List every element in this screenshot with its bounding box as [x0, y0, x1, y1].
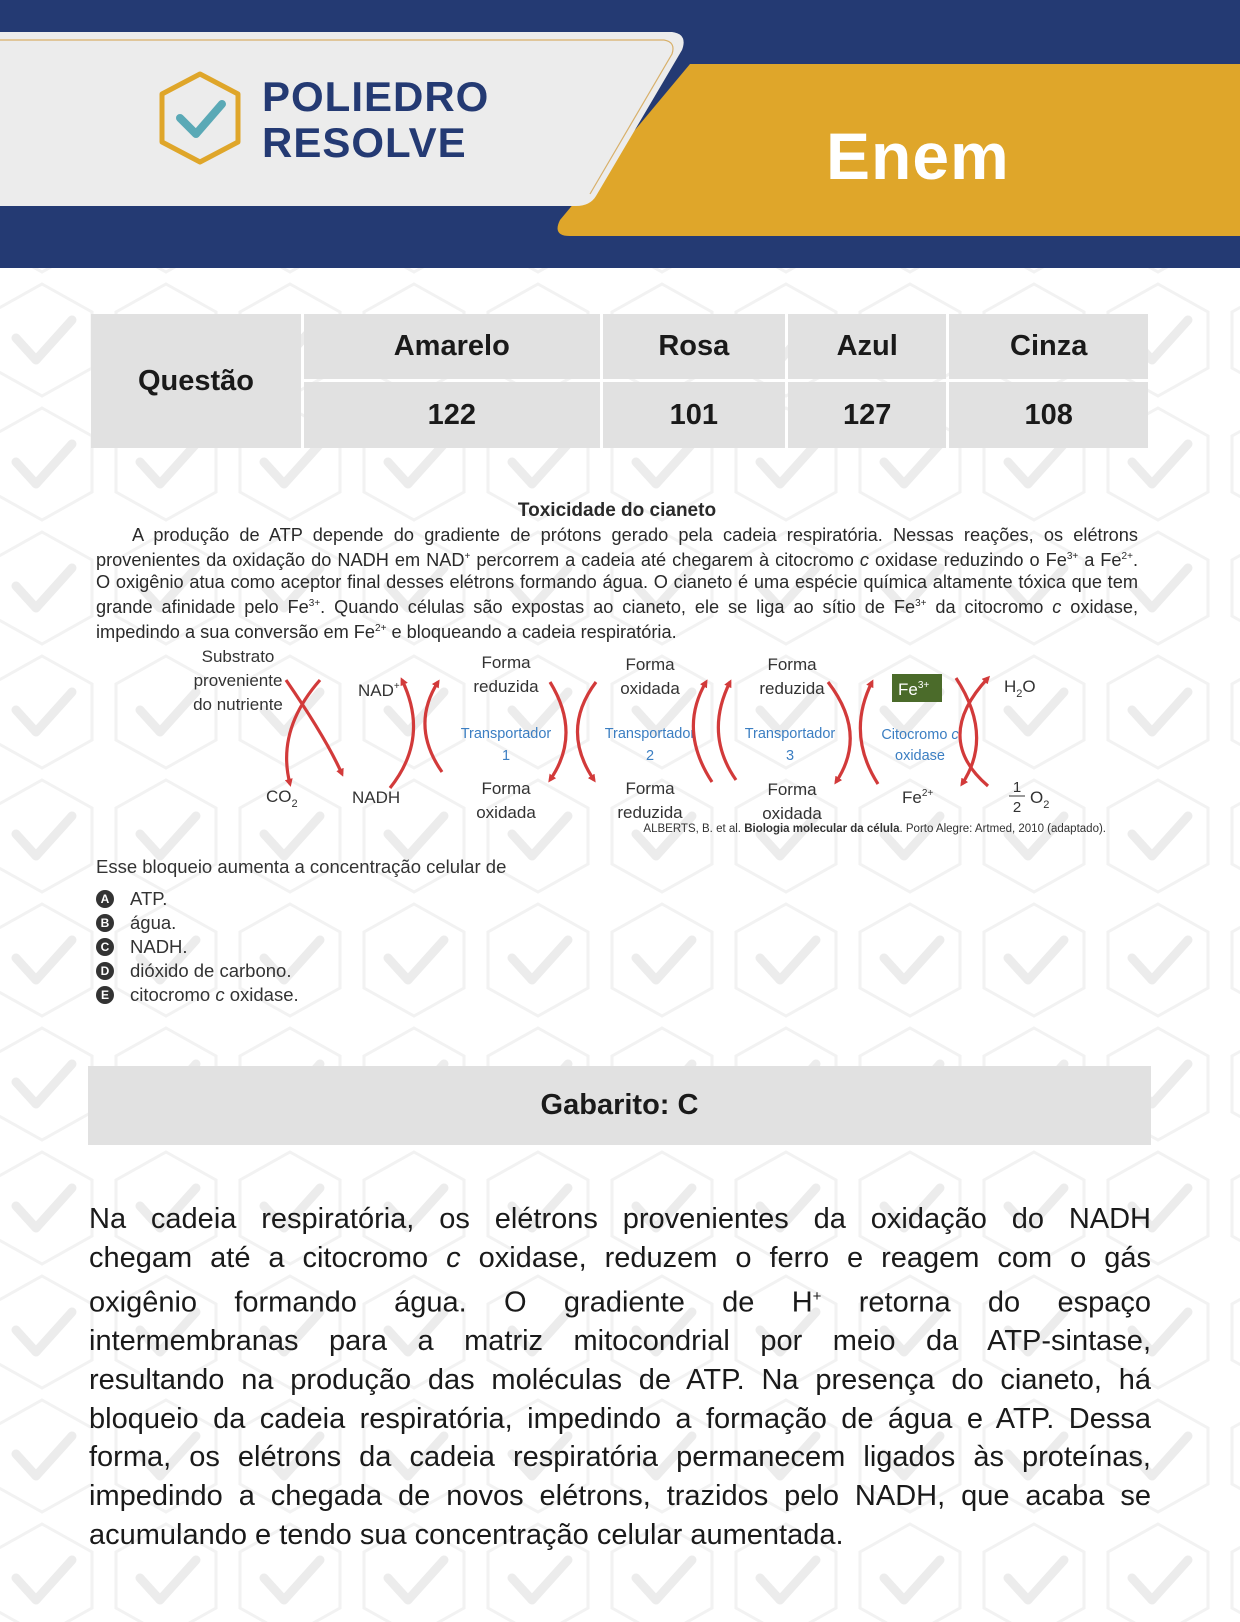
respiratory-chain-diagram — [176, 642, 1146, 847]
explanation-text — [89, 1200, 1151, 1555]
number-rosa: 101 — [603, 382, 786, 448]
t2-bottom-state: reduzida — [617, 803, 683, 822]
explanation-line-6: bloqueio da cadeia respiratória, impedindo a formação de água e ATP. Dessa — [89, 1402, 1151, 1435]
oxidase-label: oxidase — [895, 748, 945, 764]
brand-line-1: POLIEDRO — [262, 73, 490, 120]
t1-bottom-state: oxidada — [476, 803, 536, 822]
transportador-3-label: Transportador — [744, 726, 836, 742]
t1-top-state: reduzida — [473, 677, 539, 696]
option-a-badge: A — [96, 890, 114, 908]
t3-top-state: reduzida — [759, 679, 825, 698]
t3-bottom-state: oxidada — [762, 804, 822, 823]
citocromo-label: Citocromo c — [881, 727, 959, 743]
explanation-line-8: impedindo a chegada de novos elétrons, trazidos pelo NADH, que acaba se — [89, 1480, 1151, 1513]
transportador-3-number: 3 — [785, 748, 795, 764]
option-d-badge: D — [96, 962, 114, 980]
check-logo-icon — [156, 70, 244, 166]
option-d-text: dióxido de carbono. — [130, 960, 292, 981]
brand-logo-text — [262, 74, 489, 166]
explanation-line-3: oxigênio formando água. O gradiente de H+ retorna do espaço — [89, 1286, 1152, 1319]
substrate-label-2: proveniente — [193, 671, 283, 690]
arrow-to-nadh — [286, 680, 342, 774]
option-a-text: ATP. — [130, 888, 168, 909]
option-c-badge: C — [96, 938, 114, 956]
fe2-label: $Fe^{2+}$ — [902, 788, 934, 807]
number-cinza: 108 — [949, 382, 1148, 448]
column-cinza: Cinza — [949, 314, 1148, 379]
t1-top-forma: Forma — [481, 653, 531, 672]
question-title: Toxicidade do cianeto — [517, 500, 717, 521]
nad-label: NAD+ — [358, 681, 400, 700]
substrate-label-3: do nutriente — [193, 695, 283, 714]
column-rosa: Rosa — [603, 314, 786, 379]
explanation-line-7: forma, os elétrons da cadeia respiratória permanecem ligados às proteínas, — [89, 1441, 1151, 1474]
question-text — [96, 500, 1138, 643]
transportador-2-number: 2 — [645, 748, 655, 764]
diagram-source: ALBERTS, B. et al. Biologia molecular da célula. Porto Alegre: Artmed, 2010 (adaptado). — [643, 823, 1106, 835]
transportador-1-number: 1 — [501, 748, 511, 764]
arrow-substrate-co2 — [287, 680, 320, 784]
arrow-t2-down — [577, 682, 596, 780]
question-paragraph: A produção de ATP depende do gradiente de prótons gerado pela cadeia respiratória. Nessas reações, os elétrons provenientes da oxidação do NADH em NAD+ percorrem a cadeia até chegarem à citocromo c oxidase reduzindo o $Fe^{3+}$ a $Fe^{2+}$. O oxigênio atua como aceptor final desses elétrons formando água. O cianeto é uma espécie química altamente tóxica que tem grande afinidade pelo $Fe^{3+}$. Quando células são expostas ao cianeto, ele se liga ao sítio de $Fe^{3+}$ da citocromo c oxidase, impedindo a sua conversão em $Fe^{2+}$ e bloqueando a cadeia respiratória. — [96, 525, 1139, 643]
t3-top-forma: Forma — [767, 655, 817, 674]
explanation-line-4: intermembranas para a matriz mitocondrial por meio da ATP-sintase, — [89, 1325, 1151, 1358]
explanation-line-9: acumulando e tendo sua concentração celular aumentada. — [89, 1519, 844, 1552]
option-c-text: NADH. — [130, 936, 188, 957]
answer-key: Gabarito: C — [88, 1066, 1151, 1145]
t2-bottom-forma: Forma — [625, 779, 675, 798]
options-list — [96, 887, 299, 1007]
brand-line-2: RESOLVE — [262, 119, 467, 166]
explanation-line-2: chegam até a citocromo c oxidase, reduzem o ferro e reagem com o gás — [89, 1241, 1151, 1274]
exam-name: Enem — [826, 119, 1010, 193]
option-b-text: água. — [130, 912, 177, 933]
transportador-1-label: Transportador — [460, 726, 552, 742]
option-b-badge: B — [96, 914, 114, 932]
t2-top-state: oxidada — [620, 679, 680, 698]
number-amarelo: 122 — [304, 382, 600, 448]
t3-bottom-forma: Forma — [767, 780, 817, 799]
question-stem: Esse bloqueio aumenta a concentração celular de — [96, 856, 507, 877]
t1-bottom-forma: Forma — [481, 779, 531, 798]
number-azul: 127 — [788, 382, 946, 448]
t2-top-forma: Forma — [625, 655, 675, 674]
half-numerator: 1 — [1012, 779, 1022, 796]
column-amarelo: Amarelo — [304, 314, 600, 379]
explanation-line-1: Na cadeia respiratória, os elétrons provenientes da oxidação do NADH — [89, 1203, 1151, 1235]
explanation-line-5: resultando na produção das moléculas de ATP. Na presença do cianeto, há — [89, 1363, 1151, 1396]
arrow-t1-up — [425, 682, 442, 772]
option-e-badge: E — [96, 986, 114, 1004]
column-azul: Azul — [788, 314, 946, 379]
question-table — [88, 311, 1151, 451]
half-denominator: 2 — [1012, 799, 1022, 816]
nadh-label: NADH — [352, 788, 401, 807]
arrow-t3-up — [718, 682, 736, 780]
arrow-t1-down — [550, 682, 566, 780]
option-e — [96, 983, 299, 1007]
question-label: Questão — [91, 314, 301, 448]
h2o-label: $H_2O$ — [1004, 677, 1036, 700]
substrate-label-1: Substrato — [201, 647, 275, 666]
o2-label: $O_2$ — [1030, 788, 1050, 811]
transportador-2-label: Transportador — [604, 726, 696, 742]
arrow-cyt-up — [860, 682, 878, 784]
arrow-t2-up — [693, 682, 712, 782]
fe3-label: $Fe^{3+}$ — [898, 680, 930, 699]
option-d — [96, 959, 299, 983]
option-e-text: citocromo c oxidase. — [130, 984, 299, 1005]
option-b — [96, 911, 299, 935]
option-c — [96, 935, 299, 959]
option-a — [96, 887, 299, 911]
co2-label: $CO_2$ — [266, 787, 298, 810]
